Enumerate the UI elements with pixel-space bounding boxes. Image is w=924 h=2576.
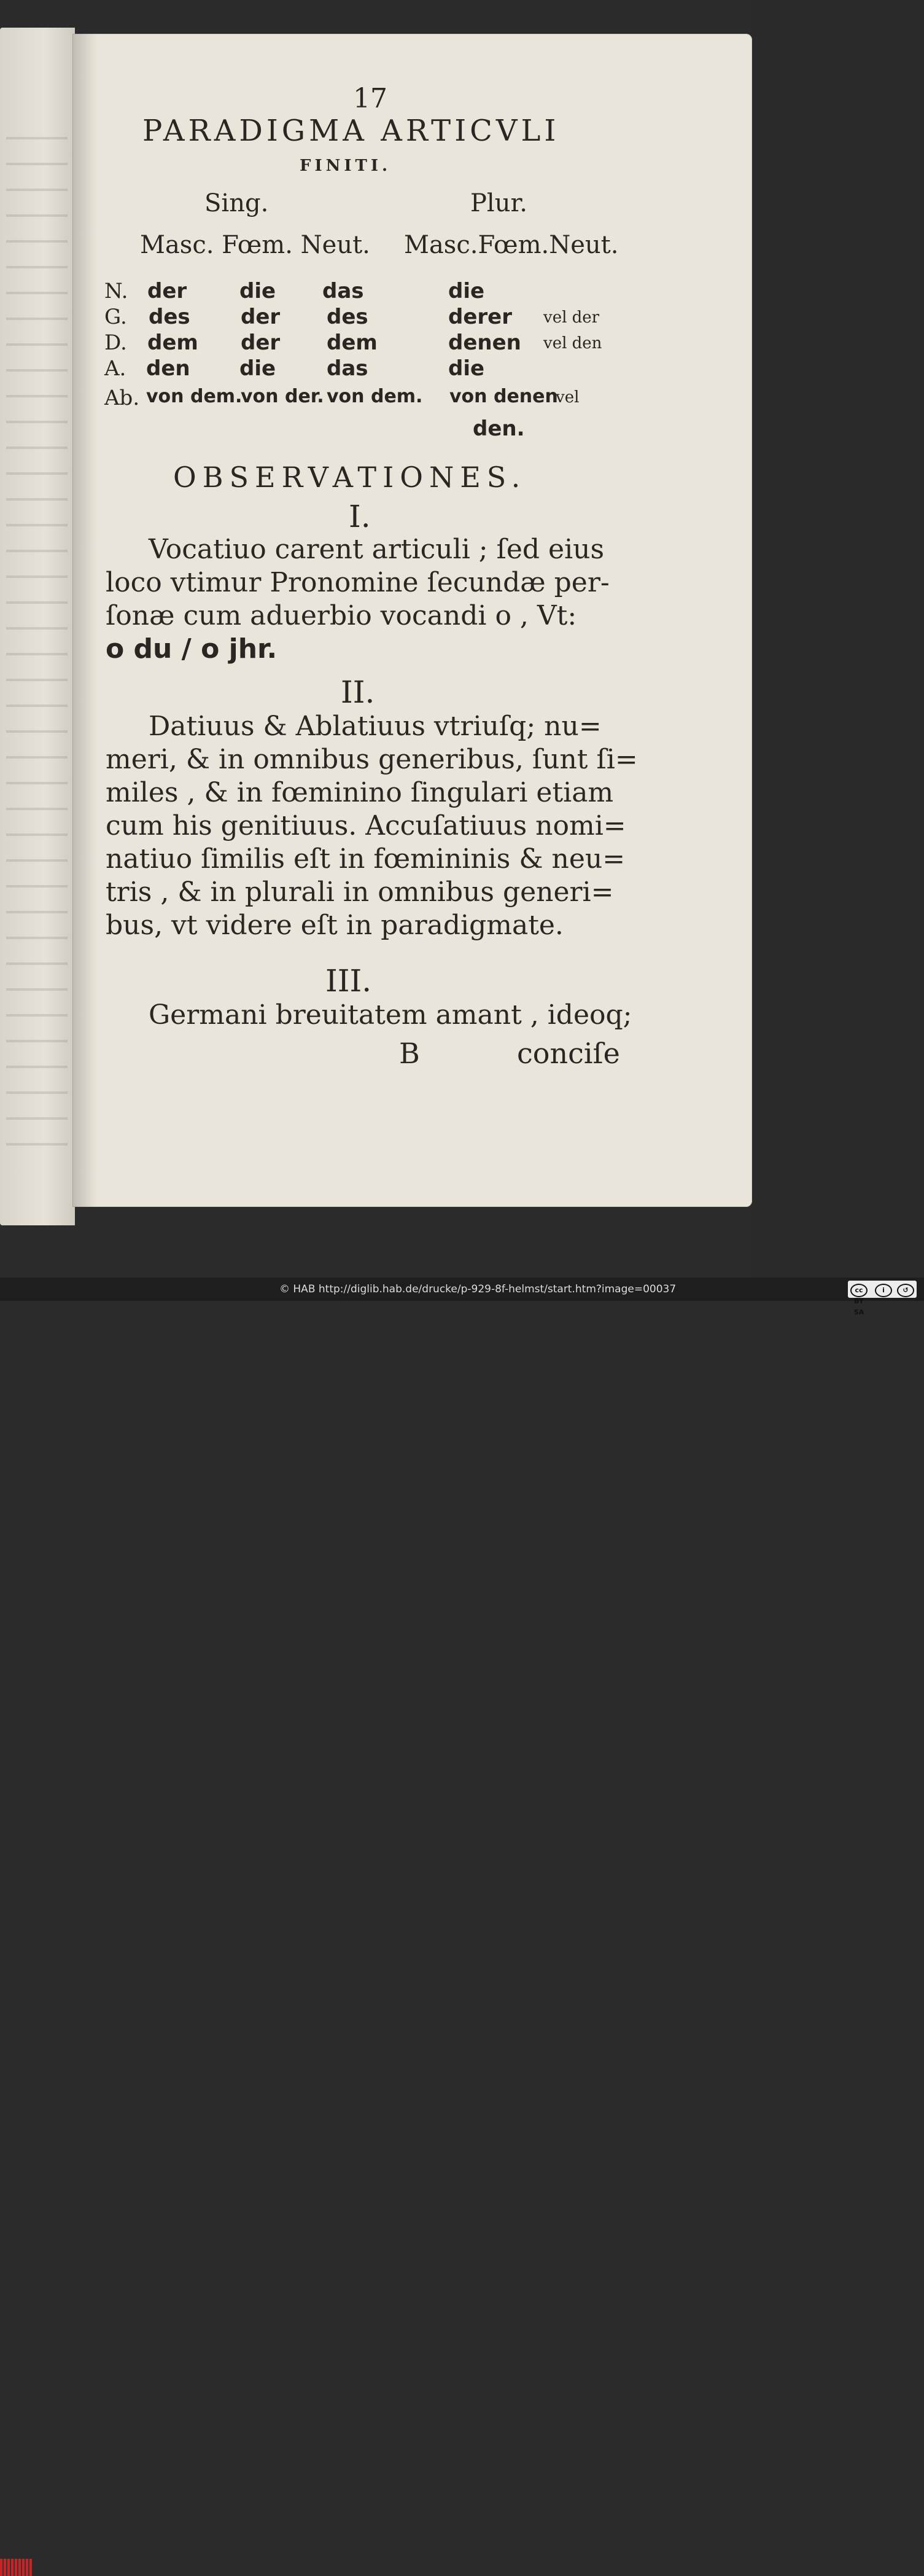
observation-paragraph: Vocatiuo carent articuli ; ſed eius loco vtimur Pronomine ſecundæ per- ſonæ cum aduerbio vocandi o , Vt: o du / o jhr.	[106, 534, 610, 665]
observation-numeral: I.	[349, 499, 371, 534]
page-number: 17	[353, 83, 387, 114]
signature-mark: B	[399, 1037, 420, 1070]
by-icon: i	[875, 1284, 892, 1297]
footer-credit-link[interactable]: © HAB http://diglib.hab.de/drucke/p-929-8f-helmst/start.htm?image=00037	[279, 1283, 677, 1295]
header-genders-singular: Masc. Fœm. Neut.	[140, 231, 370, 259]
observation-numeral: II.	[341, 674, 375, 710]
cc-license-badge[interactable]	[848, 1281, 917, 1316]
sa-icon: ↺	[897, 1284, 914, 1297]
header-plural: Plur.	[470, 189, 527, 217]
header-singular: Sing.	[204, 189, 269, 217]
page-subtitle: FINITI.	[300, 157, 392, 175]
observations-heading: OBSERVATIONES.	[173, 461, 527, 494]
scan-background	[752, 0, 924, 1278]
observation-paragraph: Datiuus & Ablatiuus vtriuſq; nu= meri, & in omnibus generibus, ſunt ſi= miles , & in fœminino ſingulari etiam cum his genitiuus. Accuſatiuus nomi= natiuo ſimilis eſt in fœmininis & neu= tris , & in plurali in omnibus generi= bus, vt videre eſt in paradigmate.	[106, 711, 638, 941]
observation-paragraph: Germani breuitatem amant , ideoq;	[149, 999, 632, 1031]
footer-bar	[0, 1278, 924, 1316]
observation-numeral: III.	[325, 963, 372, 999]
cc-icon: cc BY SA	[850, 1284, 868, 1297]
header-genders-plural: Masc.Fœm.Neut.	[404, 231, 619, 259]
facing-page-edge	[0, 28, 75, 1225]
color-calibration-strip	[0, 2559, 32, 2576]
catchword: conciſe	[517, 1037, 620, 1070]
page-title: PARADIGMA ARTICVLI	[142, 114, 560, 148]
